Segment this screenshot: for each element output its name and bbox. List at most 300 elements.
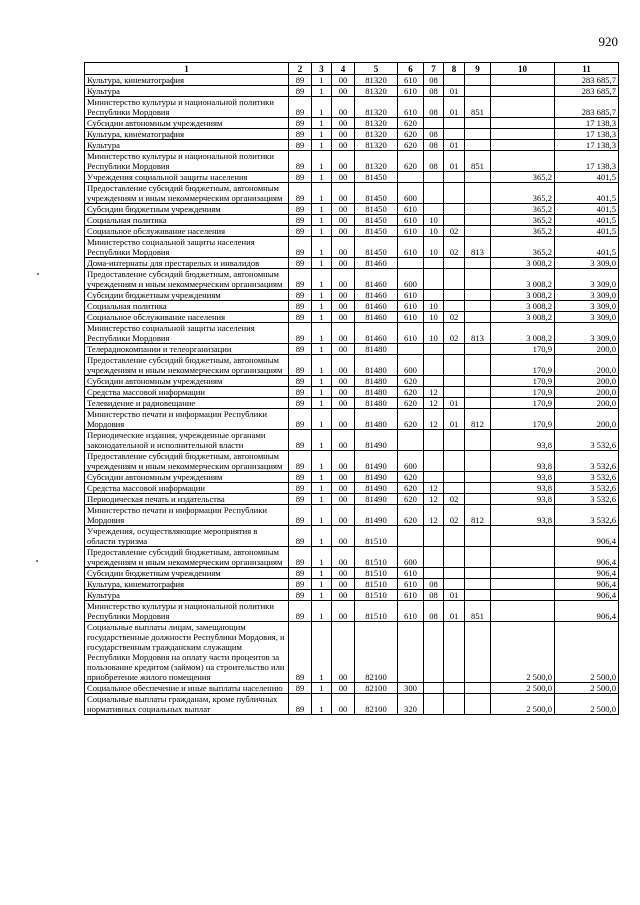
- cell-code: 610: [398, 290, 424, 301]
- table-row: [85, 323, 619, 344]
- cell-code: 02: [444, 494, 465, 505]
- cell-amount: 200,0: [555, 398, 619, 409]
- table-row: [85, 387, 619, 398]
- cell-amount: 906,4: [555, 601, 619, 622]
- cell-code: 620: [398, 409, 424, 430]
- cell-code: 81480: [355, 398, 398, 409]
- cell-amount: 283 685,7: [555, 75, 619, 86]
- cell-amount: 365,2: [491, 183, 555, 204]
- cell-amount: 3 008,2: [491, 301, 555, 312]
- cell-code: 620: [398, 140, 424, 151]
- cell-code: 851: [465, 601, 491, 622]
- cell-code: 02: [444, 323, 465, 344]
- cell-code: 00: [332, 312, 355, 323]
- cell-amount: [491, 129, 555, 140]
- cell-code: 08: [424, 97, 444, 118]
- cell-amount: 3 309,0: [555, 312, 619, 323]
- cell-amount: 401,5: [555, 215, 619, 226]
- cell-code: 610: [398, 301, 424, 312]
- cell-code: 610: [398, 237, 424, 258]
- cell-code: 610: [398, 97, 424, 118]
- cell-code: 89: [289, 140, 312, 151]
- cell-code: 1: [312, 215, 332, 226]
- table-row: [85, 237, 619, 258]
- row-name: Субсидии бюджетным учреждениям: [85, 290, 289, 301]
- cell-code: 00: [332, 269, 355, 290]
- cell-code: 00: [332, 526, 355, 547]
- cell-code: 81510: [355, 590, 398, 601]
- cell-amount: 17 138,3: [555, 129, 619, 140]
- column-header: 8: [444, 63, 465, 75]
- cell-code: 01: [444, 151, 465, 172]
- cell-code: [398, 172, 424, 183]
- row-name: Субсидии автономным учреждениям: [85, 118, 289, 129]
- cell-code: 00: [332, 483, 355, 494]
- cell-code: 813: [465, 237, 491, 258]
- cell-code: [465, 579, 491, 590]
- cell-code: 1: [312, 140, 332, 151]
- cell-code: 10: [424, 215, 444, 226]
- cell-code: 89: [289, 451, 312, 472]
- cell-code: [424, 526, 444, 547]
- header-row: [85, 63, 619, 75]
- cell-code: 00: [332, 129, 355, 140]
- row-name: Периодическая печать и издательства: [85, 494, 289, 505]
- cell-code: 1: [312, 547, 332, 568]
- cell-code: 1: [312, 376, 332, 387]
- cell-amount: 3 309,0: [555, 290, 619, 301]
- cell-amount: 401,5: [555, 237, 619, 258]
- cell-code: 600: [398, 451, 424, 472]
- table-row: [85, 312, 619, 323]
- cell-code: 81450: [355, 204, 398, 215]
- cell-code: 81450: [355, 172, 398, 183]
- row-name: Предоставление субсидий бюджетным, автономным учреждениям и иным некоммерческим организациям: [85, 269, 289, 290]
- cell-code: 02: [444, 226, 465, 237]
- cell-code: [444, 472, 465, 483]
- cell-code: [465, 204, 491, 215]
- cell-code: 00: [332, 323, 355, 344]
- cell-code: 81450: [355, 237, 398, 258]
- cell-code: [444, 172, 465, 183]
- cell-code: 1: [312, 312, 332, 323]
- cell-code: [465, 215, 491, 226]
- cell-code: [424, 258, 444, 269]
- table-row: [85, 75, 619, 86]
- cell-code: 00: [332, 301, 355, 312]
- cell-code: [444, 526, 465, 547]
- cell-code: [444, 129, 465, 140]
- cell-amount: 283 685,7: [555, 97, 619, 118]
- cell-code: 89: [289, 409, 312, 430]
- cell-code: 08: [424, 86, 444, 97]
- cell-amount: 3 532,6: [555, 505, 619, 526]
- cell-code: 1: [312, 579, 332, 590]
- cell-code: [424, 622, 444, 683]
- cell-code: 620: [398, 376, 424, 387]
- cell-code: 1: [312, 451, 332, 472]
- table-row: [85, 547, 619, 568]
- cell-code: [424, 290, 444, 301]
- cell-code: 600: [398, 355, 424, 376]
- cell-code: 08: [424, 140, 444, 151]
- cell-code: 01: [444, 590, 465, 601]
- cell-code: [424, 568, 444, 579]
- cell-code: 81320: [355, 118, 398, 129]
- cell-code: [398, 430, 424, 451]
- row-name: Культура, кинематография: [85, 75, 289, 86]
- cell-code: 1: [312, 430, 332, 451]
- cell-code: 01: [444, 398, 465, 409]
- row-name: Социальное обслуживание населения: [85, 226, 289, 237]
- cell-code: 00: [332, 494, 355, 505]
- cell-code: 1: [312, 118, 332, 129]
- cell-code: [465, 387, 491, 398]
- cell-code: 00: [332, 204, 355, 215]
- cell-amount: 3 532,6: [555, 430, 619, 451]
- table-row: [85, 151, 619, 172]
- cell-code: 82100: [355, 683, 398, 694]
- cell-code: 89: [289, 323, 312, 344]
- cell-code: 00: [332, 183, 355, 204]
- table-row: [85, 376, 619, 387]
- row-name: Периодические издания, учрежденные органами законодательной и исполнительной власти: [85, 430, 289, 451]
- cell-amount: [491, 547, 555, 568]
- column-header: 11: [555, 63, 619, 75]
- row-name: Министерство социальной защиты населения Республики Мордовия: [85, 237, 289, 258]
- cell-code: [444, 387, 465, 398]
- cell-code: 89: [289, 151, 312, 172]
- cell-code: 81450: [355, 226, 398, 237]
- cell-code: 00: [332, 290, 355, 301]
- cell-amount: 17 138,3: [555, 151, 619, 172]
- row-name: Субсидии автономным учреждениям: [85, 472, 289, 483]
- cell-code: [444, 215, 465, 226]
- cell-code: [465, 398, 491, 409]
- cell-amount: 906,4: [555, 579, 619, 590]
- row-name: Культура, кинематография: [85, 579, 289, 590]
- cell-code: 81480: [355, 355, 398, 376]
- cell-code: 89: [289, 312, 312, 323]
- column-header: 9: [465, 63, 491, 75]
- cell-code: 10: [424, 312, 444, 323]
- cell-code: 89: [289, 430, 312, 451]
- cell-amount: 2 500,0: [491, 622, 555, 683]
- cell-code: 00: [332, 409, 355, 430]
- cell-code: [465, 183, 491, 204]
- cell-code: 89: [289, 75, 312, 86]
- table-row: [85, 451, 619, 472]
- cell-code: 300: [398, 683, 424, 694]
- cell-code: 610: [398, 323, 424, 344]
- cell-code: 08: [424, 579, 444, 590]
- cell-code: 89: [289, 694, 312, 715]
- cell-amount: 170,9: [491, 355, 555, 376]
- cell-amount: 17 138,3: [555, 140, 619, 151]
- cell-code: 00: [332, 505, 355, 526]
- cell-code: [465, 86, 491, 97]
- cell-code: 00: [332, 683, 355, 694]
- cell-amount: 3 532,6: [555, 472, 619, 483]
- table-row: [85, 355, 619, 376]
- column-header: 4: [332, 63, 355, 75]
- cell-code: 610: [398, 579, 424, 590]
- cell-code: 89: [289, 226, 312, 237]
- row-name: Министерство печати и информации Республики Мордовия: [85, 505, 289, 526]
- cell-code: [465, 344, 491, 355]
- cell-code: 813: [465, 323, 491, 344]
- cell-code: [444, 483, 465, 494]
- cell-code: 81480: [355, 376, 398, 387]
- row-name: Телевидение и радиовещание: [85, 398, 289, 409]
- table-row: [85, 183, 619, 204]
- cell-amount: 170,9: [491, 398, 555, 409]
- cell-code: 89: [289, 526, 312, 547]
- table-row: [85, 172, 619, 183]
- cell-code: 08: [424, 590, 444, 601]
- cell-code: 89: [289, 494, 312, 505]
- cell-code: 89: [289, 547, 312, 568]
- cell-code: 08: [424, 151, 444, 172]
- cell-code: 81320: [355, 129, 398, 140]
- cell-code: 00: [332, 590, 355, 601]
- cell-code: 02: [444, 237, 465, 258]
- cell-amount: 3 532,6: [555, 483, 619, 494]
- table-row: [85, 398, 619, 409]
- row-name: Субсидии бюджетным учреждениям: [85, 568, 289, 579]
- column-header: 10: [491, 63, 555, 75]
- cell-code: [424, 376, 444, 387]
- cell-code: 00: [332, 226, 355, 237]
- cell-code: 00: [332, 258, 355, 269]
- cell-code: [424, 172, 444, 183]
- cell-code: [444, 290, 465, 301]
- cell-code: [444, 258, 465, 269]
- cell-code: 10: [424, 237, 444, 258]
- cell-code: [465, 622, 491, 683]
- cell-code: 00: [332, 398, 355, 409]
- cell-code: 10: [424, 226, 444, 237]
- cell-code: [424, 204, 444, 215]
- cell-code: [444, 579, 465, 590]
- table-row: [85, 215, 619, 226]
- cell-code: 1: [312, 226, 332, 237]
- table-row: [85, 472, 619, 483]
- cell-code: 1: [312, 387, 332, 398]
- row-name: Социальная политика: [85, 215, 289, 226]
- cell-code: 00: [332, 151, 355, 172]
- cell-code: [444, 344, 465, 355]
- cell-code: 1: [312, 86, 332, 97]
- cell-code: 1: [312, 151, 332, 172]
- budget-table: [84, 62, 619, 715]
- cell-code: 610: [398, 312, 424, 323]
- cell-code: [424, 694, 444, 715]
- cell-amount: 170,9: [491, 409, 555, 430]
- row-name: Субсидии бюджетным учреждениям: [85, 204, 289, 215]
- cell-code: 1: [312, 344, 332, 355]
- cell-code: 00: [332, 451, 355, 472]
- cell-code: 82100: [355, 622, 398, 683]
- cell-code: 1: [312, 601, 332, 622]
- cell-code: [465, 483, 491, 494]
- cell-code: 320: [398, 694, 424, 715]
- row-name: Министерство социальной защиты населения Республики Мордовия: [85, 323, 289, 344]
- cell-code: 08: [424, 601, 444, 622]
- row-name: Предоставление субсидий бюджетным, автономным учреждениям и иным некоммерческим организациям: [85, 355, 289, 376]
- cell-code: [465, 526, 491, 547]
- cell-code: [465, 568, 491, 579]
- cell-amount: 365,2: [491, 237, 555, 258]
- cell-code: 81450: [355, 183, 398, 204]
- table-row: [85, 483, 619, 494]
- cell-code: 00: [332, 622, 355, 683]
- cell-code: [465, 590, 491, 601]
- cell-code: 00: [332, 140, 355, 151]
- cell-code: 81490: [355, 430, 398, 451]
- row-name: Средства массовой информации: [85, 483, 289, 494]
- cell-code: 81490: [355, 494, 398, 505]
- cell-code: 620: [398, 118, 424, 129]
- cell-code: 89: [289, 622, 312, 683]
- table-row: [85, 590, 619, 601]
- cell-code: [465, 75, 491, 86]
- cell-code: 89: [289, 590, 312, 601]
- cell-amount: 93,8: [491, 430, 555, 451]
- row-name: Министерство культуры и национальной политики Республики Мордовия: [85, 601, 289, 622]
- cell-code: 81320: [355, 86, 398, 97]
- cell-code: 1: [312, 183, 332, 204]
- row-name: Социальное обеспечение и иные выплаты населению: [85, 683, 289, 694]
- scan-dot: [36, 560, 38, 562]
- cell-code: 1: [312, 172, 332, 183]
- cell-code: 620: [398, 494, 424, 505]
- cell-code: 00: [332, 547, 355, 568]
- cell-code: 89: [289, 290, 312, 301]
- cell-code: [465, 376, 491, 387]
- cell-code: [444, 269, 465, 290]
- cell-code: 01: [444, 409, 465, 430]
- table-row: [85, 622, 619, 683]
- cell-code: [424, 547, 444, 568]
- cell-amount: 401,5: [555, 204, 619, 215]
- cell-code: 1: [312, 398, 332, 409]
- cell-amount: 906,4: [555, 568, 619, 579]
- table-row: [85, 344, 619, 355]
- cell-code: [465, 430, 491, 451]
- cell-code: [444, 547, 465, 568]
- cell-code: 81510: [355, 526, 398, 547]
- cell-code: 01: [444, 97, 465, 118]
- cell-code: [424, 269, 444, 290]
- cell-amount: 3 309,0: [555, 323, 619, 344]
- cell-amount: 283 685,7: [555, 86, 619, 97]
- cell-code: 01: [444, 601, 465, 622]
- cell-code: 00: [332, 237, 355, 258]
- cell-code: [398, 258, 424, 269]
- column-header: 1: [85, 63, 289, 75]
- cell-amount: 365,2: [491, 226, 555, 237]
- row-name: Социальные выплаты гражданам, кроме публичных нормативных социальных выплат: [85, 694, 289, 715]
- cell-amount: 93,8: [491, 483, 555, 494]
- cell-code: 89: [289, 398, 312, 409]
- cell-code: 89: [289, 355, 312, 376]
- table-row: [85, 140, 619, 151]
- cell-amount: 3 309,0: [555, 269, 619, 290]
- table-row: [85, 430, 619, 451]
- cell-amount: 2 500,0: [491, 683, 555, 694]
- cell-amount: 401,5: [555, 172, 619, 183]
- cell-amount: 3 008,2: [491, 290, 555, 301]
- cell-code: 812: [465, 505, 491, 526]
- row-name: Культура: [85, 590, 289, 601]
- cell-code: 1: [312, 409, 332, 430]
- cell-code: 81490: [355, 472, 398, 483]
- page-number: 920: [598, 34, 618, 49]
- cell-code: [465, 494, 491, 505]
- cell-code: [444, 301, 465, 312]
- cell-amount: 3 008,2: [491, 323, 555, 344]
- cell-amount: 2 500,0: [491, 694, 555, 715]
- cell-code: 00: [332, 430, 355, 451]
- cell-code: [424, 683, 444, 694]
- cell-code: [424, 344, 444, 355]
- cell-code: 89: [289, 483, 312, 494]
- cell-code: 89: [289, 472, 312, 483]
- cell-code: 00: [332, 355, 355, 376]
- cell-code: [398, 344, 424, 355]
- cell-code: 00: [332, 376, 355, 387]
- cell-code: 89: [289, 505, 312, 526]
- cell-code: 00: [332, 472, 355, 483]
- cell-code: [444, 622, 465, 683]
- row-name: Министерство культуры и национальной политики Республики Мордовия: [85, 97, 289, 118]
- cell-code: 89: [289, 172, 312, 183]
- cell-code: 620: [398, 151, 424, 172]
- cell-amount: [491, 151, 555, 172]
- cell-code: 89: [289, 269, 312, 290]
- cell-code: 81460: [355, 312, 398, 323]
- cell-code: 00: [332, 118, 355, 129]
- cell-amount: 906,4: [555, 526, 619, 547]
- cell-code: 82100: [355, 694, 398, 715]
- cell-code: 10: [424, 323, 444, 344]
- row-name: Учреждения, осуществляющие мероприятия в области туризма: [85, 526, 289, 547]
- cell-amount: [491, 568, 555, 579]
- cell-code: [465, 451, 491, 472]
- cell-code: 81320: [355, 140, 398, 151]
- cell-code: [465, 118, 491, 129]
- cell-code: [465, 694, 491, 715]
- cell-code: 620: [398, 472, 424, 483]
- cell-code: 89: [289, 215, 312, 226]
- column-header: 2: [289, 63, 312, 75]
- cell-code: 610: [398, 86, 424, 97]
- cell-code: 12: [424, 505, 444, 526]
- cell-code: 00: [332, 601, 355, 622]
- cell-code: [444, 75, 465, 86]
- cell-amount: 3 008,2: [491, 258, 555, 269]
- cell-code: [465, 258, 491, 269]
- cell-amount: 200,0: [555, 344, 619, 355]
- cell-amount: 93,8: [491, 494, 555, 505]
- cell-code: [465, 683, 491, 694]
- cell-code: 89: [289, 601, 312, 622]
- cell-code: 610: [398, 601, 424, 622]
- row-name: Министерство культуры и национальной политики Республики Мордовия: [85, 151, 289, 172]
- row-name: Социальная политика: [85, 301, 289, 312]
- row-name: Телерадиокомпании и телеорганизации: [85, 344, 289, 355]
